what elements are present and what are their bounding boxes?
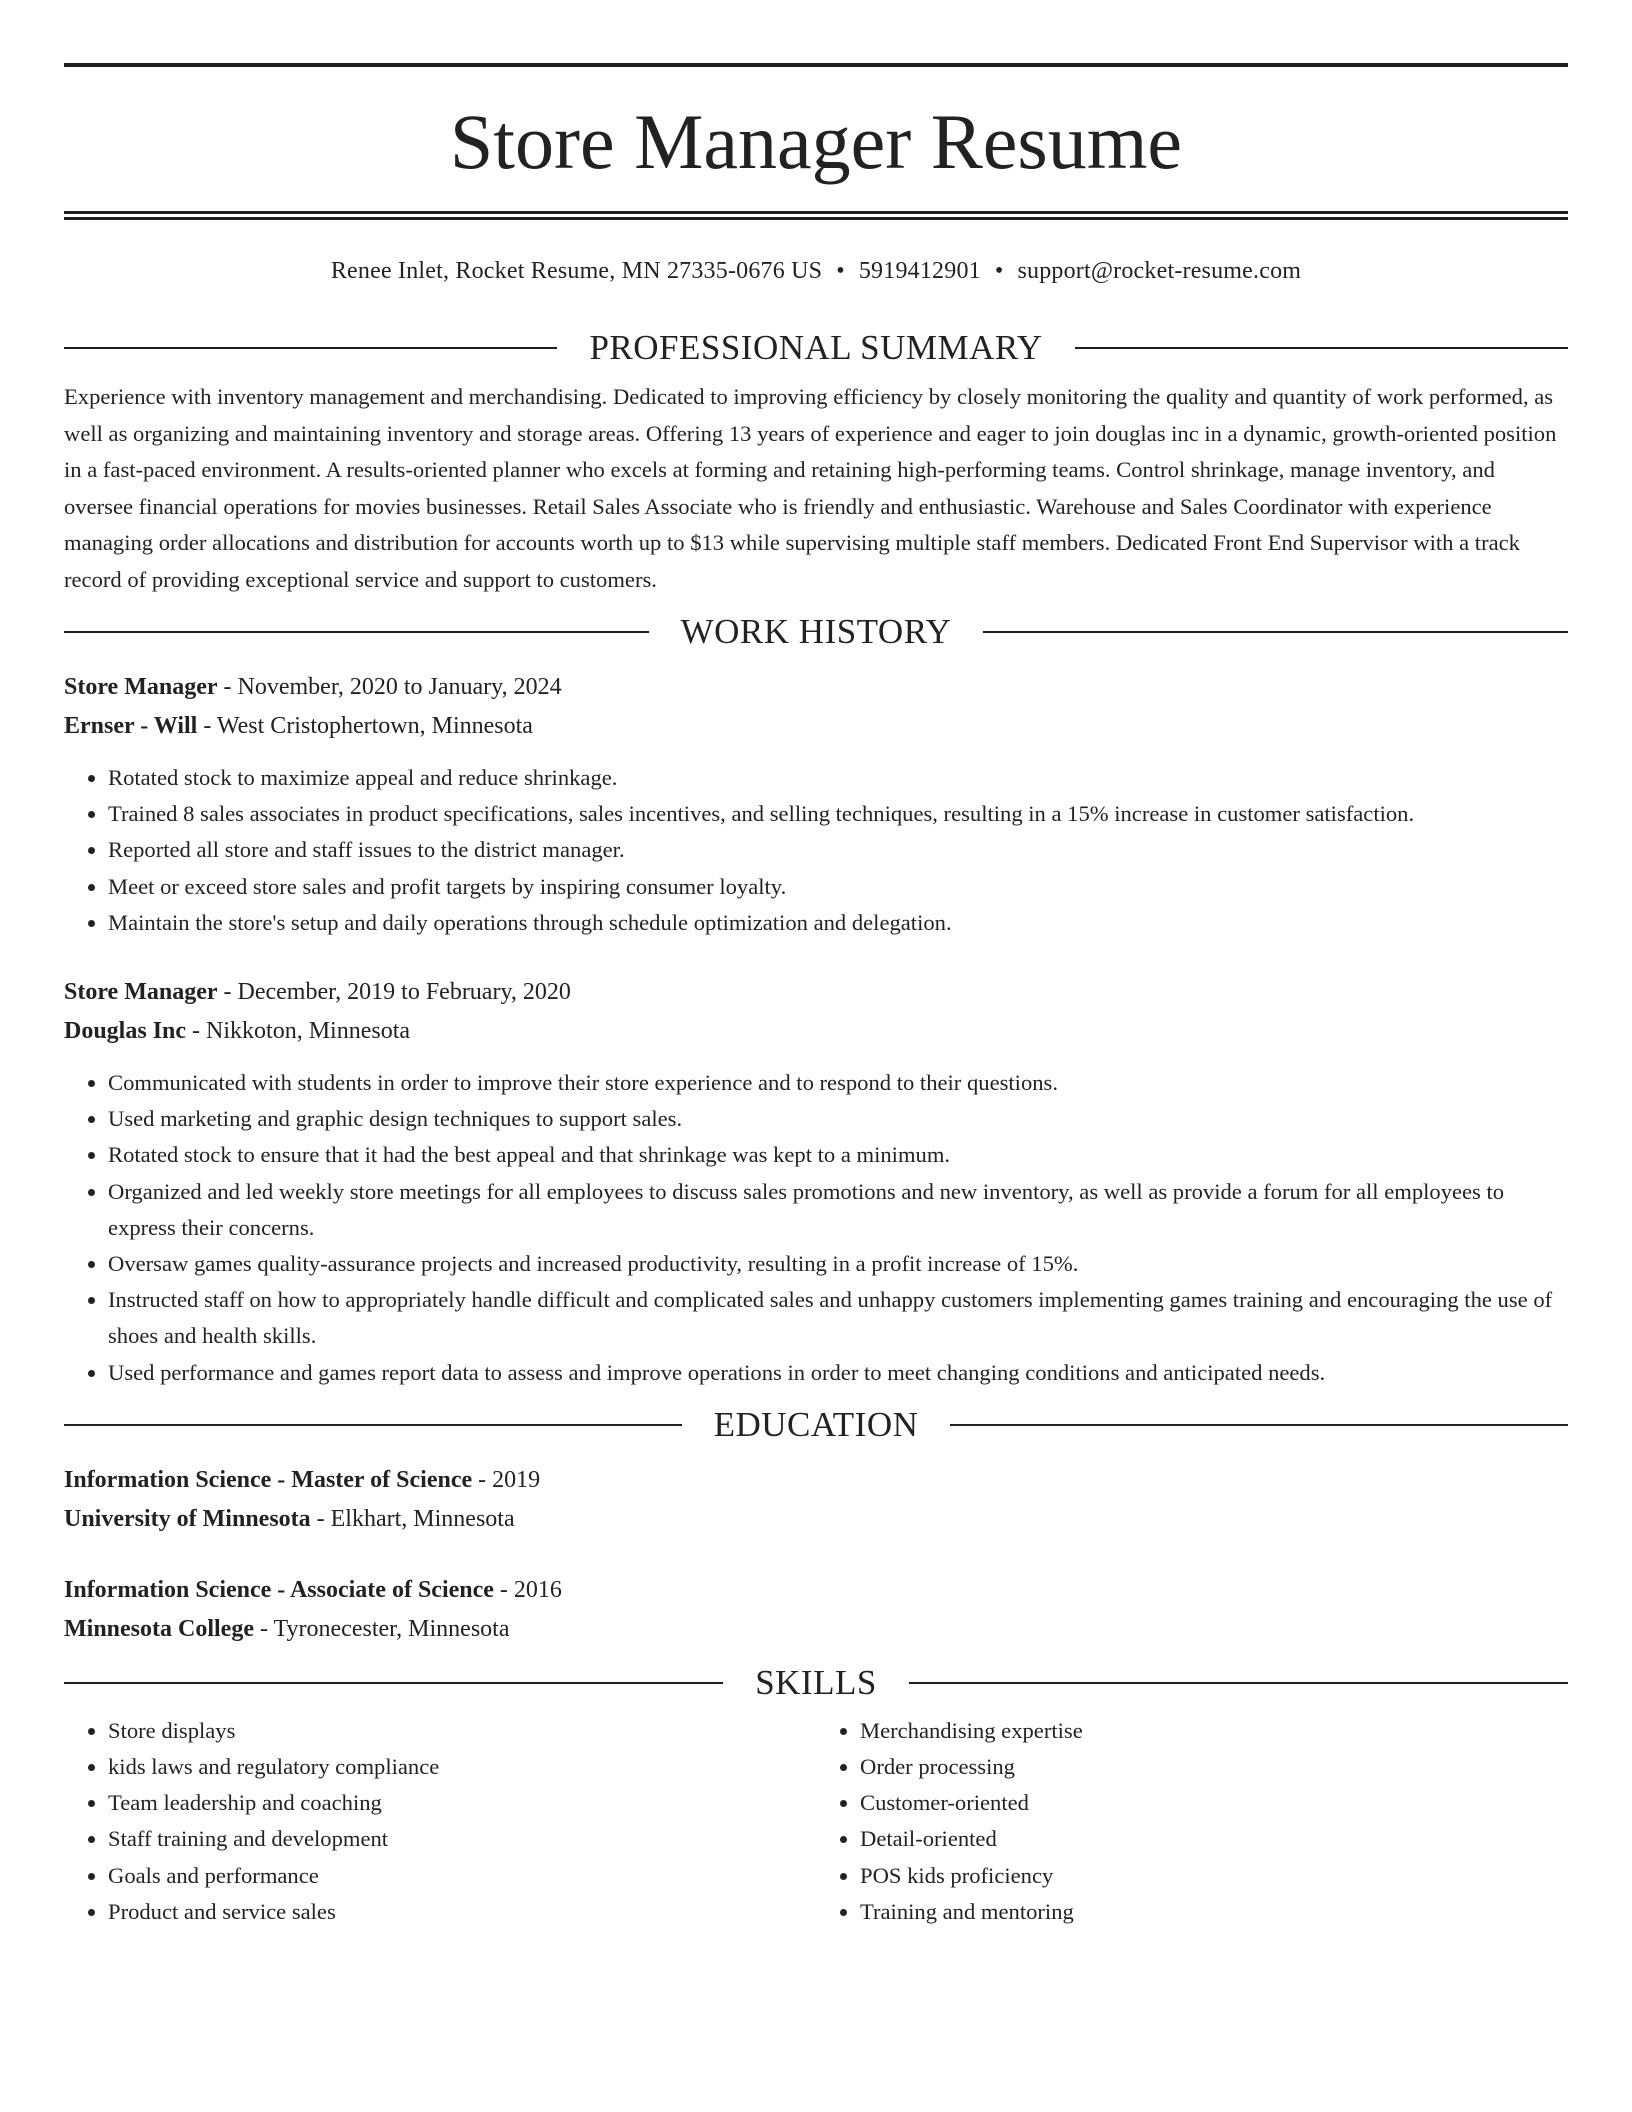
job-bullets: [64, 760, 1568, 941]
degree-year: - 2016: [493, 1576, 562, 1603]
school-line: [64, 1610, 1568, 1649]
job-location: - Nikkoton, Minnesota: [186, 1018, 411, 1045]
heading-rule: [64, 631, 649, 633]
job-company-line: [64, 1012, 1568, 1051]
degree: Information Science - Associate of Science: [64, 1576, 494, 1603]
job-dates: - November, 2020 to January, 2024: [217, 674, 562, 700]
list-item: • Maintain the store's setup and daily operations through schedule optimization and delegation.: [108, 905, 1568, 941]
list-item: • Trained 8 sales associates in product specifications, sales incentives, and selling techniques, resulting in a 15% increase in customer satisfaction.: [108, 796, 1568, 832]
top-rule: [64, 63, 1568, 67]
list-item: • Communicated with students in order to improve their store experience and to respond to their questions.: [108, 1065, 1568, 1101]
heading-rule: [909, 1682, 1568, 1684]
list-item: • Used marketing and graphic design techniques to support sales.: [108, 1101, 1568, 1137]
section-heading-education: [64, 1405, 1568, 1445]
job-dates: - December, 2019 to February, 2020: [217, 979, 571, 1006]
job-title-line: [64, 973, 1568, 1012]
list-item: • Customer-oriented: [860, 1785, 1568, 1821]
list-item: • POS kids proficiency: [860, 1858, 1568, 1894]
job-entry: [64, 668, 1568, 941]
section-heading-summary: [64, 328, 1568, 368]
school: University of Minnesota: [64, 1505, 311, 1532]
job-company: Douglas Inc: [64, 1018, 187, 1045]
list-item: • Staff training and development: [108, 1821, 816, 1857]
contact-separator: •: [994, 258, 1004, 284]
section-heading-skills: [64, 1663, 1568, 1703]
job-company: Ernser - Will: [64, 713, 198, 739]
education-entry: [64, 1571, 1568, 1649]
title-double-rule: [64, 211, 1568, 220]
resume-title: Store Manager Resume: [449, 98, 1183, 185]
list-item: • Product and service sales: [108, 1894, 816, 1930]
skills-column-left: [64, 1713, 816, 1930]
contact-line: [64, 256, 1568, 286]
list-item: • Rotated stock to maximize appeal and reduce shrinkage.: [108, 760, 1568, 796]
list-item: • Merchandising expertise: [860, 1713, 1568, 1749]
summary-text: Experience with inventory management and merchandising. Dedicated to improving efficiency by closely monitoring the quality and quantity of work performed, as well as organizing and maintaining inventory and storage areas. Offering 13 years of experience and eager to join douglas inc in a dynamic, growth-oriented position in a fast-paced environment. A results-oriented planner who excels at forming and retaining high-performing teams. Control shrinkage, manage inventory, and oversee financial operations for movies businesses. Retail Sales Associate who is friendly and enthusiastic. Warehouse and Sales Coordinator with experience managing order allocations and distribution for accounts worth up to $13 while supervising multiple staff members. Dedicated Front End Supervisor with a track record of providing exceptional service and support to customers.: [64, 384, 1557, 592]
list-item: • Instructed staff on how to appropriately handle difficult and complicated sales and unhappy customers implementing games training and encouraging the use of shoes and health skills.: [108, 1282, 1568, 1354]
job-entry: [64, 973, 1568, 1391]
list-item: • Goals and performance: [108, 1858, 816, 1894]
heading-rule: [1075, 347, 1568, 349]
heading-rule: [950, 1424, 1568, 1426]
list-item: • Rotated stock to ensure that it had the best appeal and that shrinkage was kept to a minimum.: [108, 1137, 1568, 1173]
heading-rule: [983, 631, 1568, 633]
contact-address: Renee Inlet, Rocket Resume, MN 27335-0676 US: [330, 258, 823, 284]
heading-rule: [64, 1682, 723, 1684]
job-location: - West Cristophertown, Minnesota: [197, 713, 533, 739]
school-location: - Tyronecester, Minnesota: [253, 1615, 510, 1642]
job-company-line: [64, 707, 1568, 746]
contact-email: support@rocket-resume.com: [1017, 258, 1302, 284]
degree-line: [64, 1571, 1568, 1610]
section-title: SKILLS: [755, 1662, 877, 1702]
skills-list: [64, 1713, 1568, 1930]
list-item: • Team leadership and coaching: [108, 1785, 816, 1821]
list-item: • Order processing: [860, 1749, 1568, 1785]
degree-year: - 2019: [472, 1466, 541, 1493]
section-heading-work-history: [64, 612, 1568, 652]
job-bullets: [64, 1065, 1568, 1391]
degree: Information Science - Master of Science: [64, 1466, 473, 1493]
list-item: • Reported all store and staff issues to the district manager.: [108, 832, 1568, 868]
heading-rule: [64, 1424, 682, 1426]
contact-separator: •: [836, 258, 845, 284]
job-title: Store Manager: [64, 674, 218, 700]
school-location: - Elkhart, Minnesota: [310, 1505, 515, 1532]
school: Minnesota College: [64, 1615, 254, 1642]
section-title: EDUCATION: [713, 1404, 919, 1444]
heading-rule: [64, 347, 557, 349]
section-title: PROFESSIONAL SUMMARY: [589, 328, 1043, 367]
education-entry: [64, 1461, 1568, 1539]
list-item: • Training and mentoring: [860, 1894, 1568, 1930]
job-title-line: [64, 668, 1568, 707]
degree-line: [64, 1461, 1568, 1500]
job-title: Store Manager: [64, 979, 218, 1006]
list-item: • Store displays: [108, 1713, 816, 1749]
school-line: [64, 1500, 1568, 1539]
list-item: • Meet or exceed store sales and profit targets by inspiring consumer loyalty.: [108, 869, 1568, 905]
list-item: • kids laws and regulatory compliance: [108, 1749, 816, 1785]
section-title: WORK HISTORY: [680, 612, 952, 651]
list-item: • Organized and led weekly store meetings for all employees to discuss sales promotions and new inventory, as well as provide a forum for all employees to express their concerns.: [108, 1174, 1568, 1246]
list-item: • Oversaw games quality-assurance projects and increased productivity, resulting in a profit increase of 15%.: [108, 1246, 1568, 1282]
skills-column-right: [816, 1713, 1568, 1930]
list-item: • Detail-oriented: [860, 1821, 1568, 1857]
contact-phone: 5919412901: [858, 258, 981, 284]
list-item: • Used performance and games report data to assess and improve operations in order to meet changing conditions and anticipated needs.: [108, 1355, 1568, 1391]
